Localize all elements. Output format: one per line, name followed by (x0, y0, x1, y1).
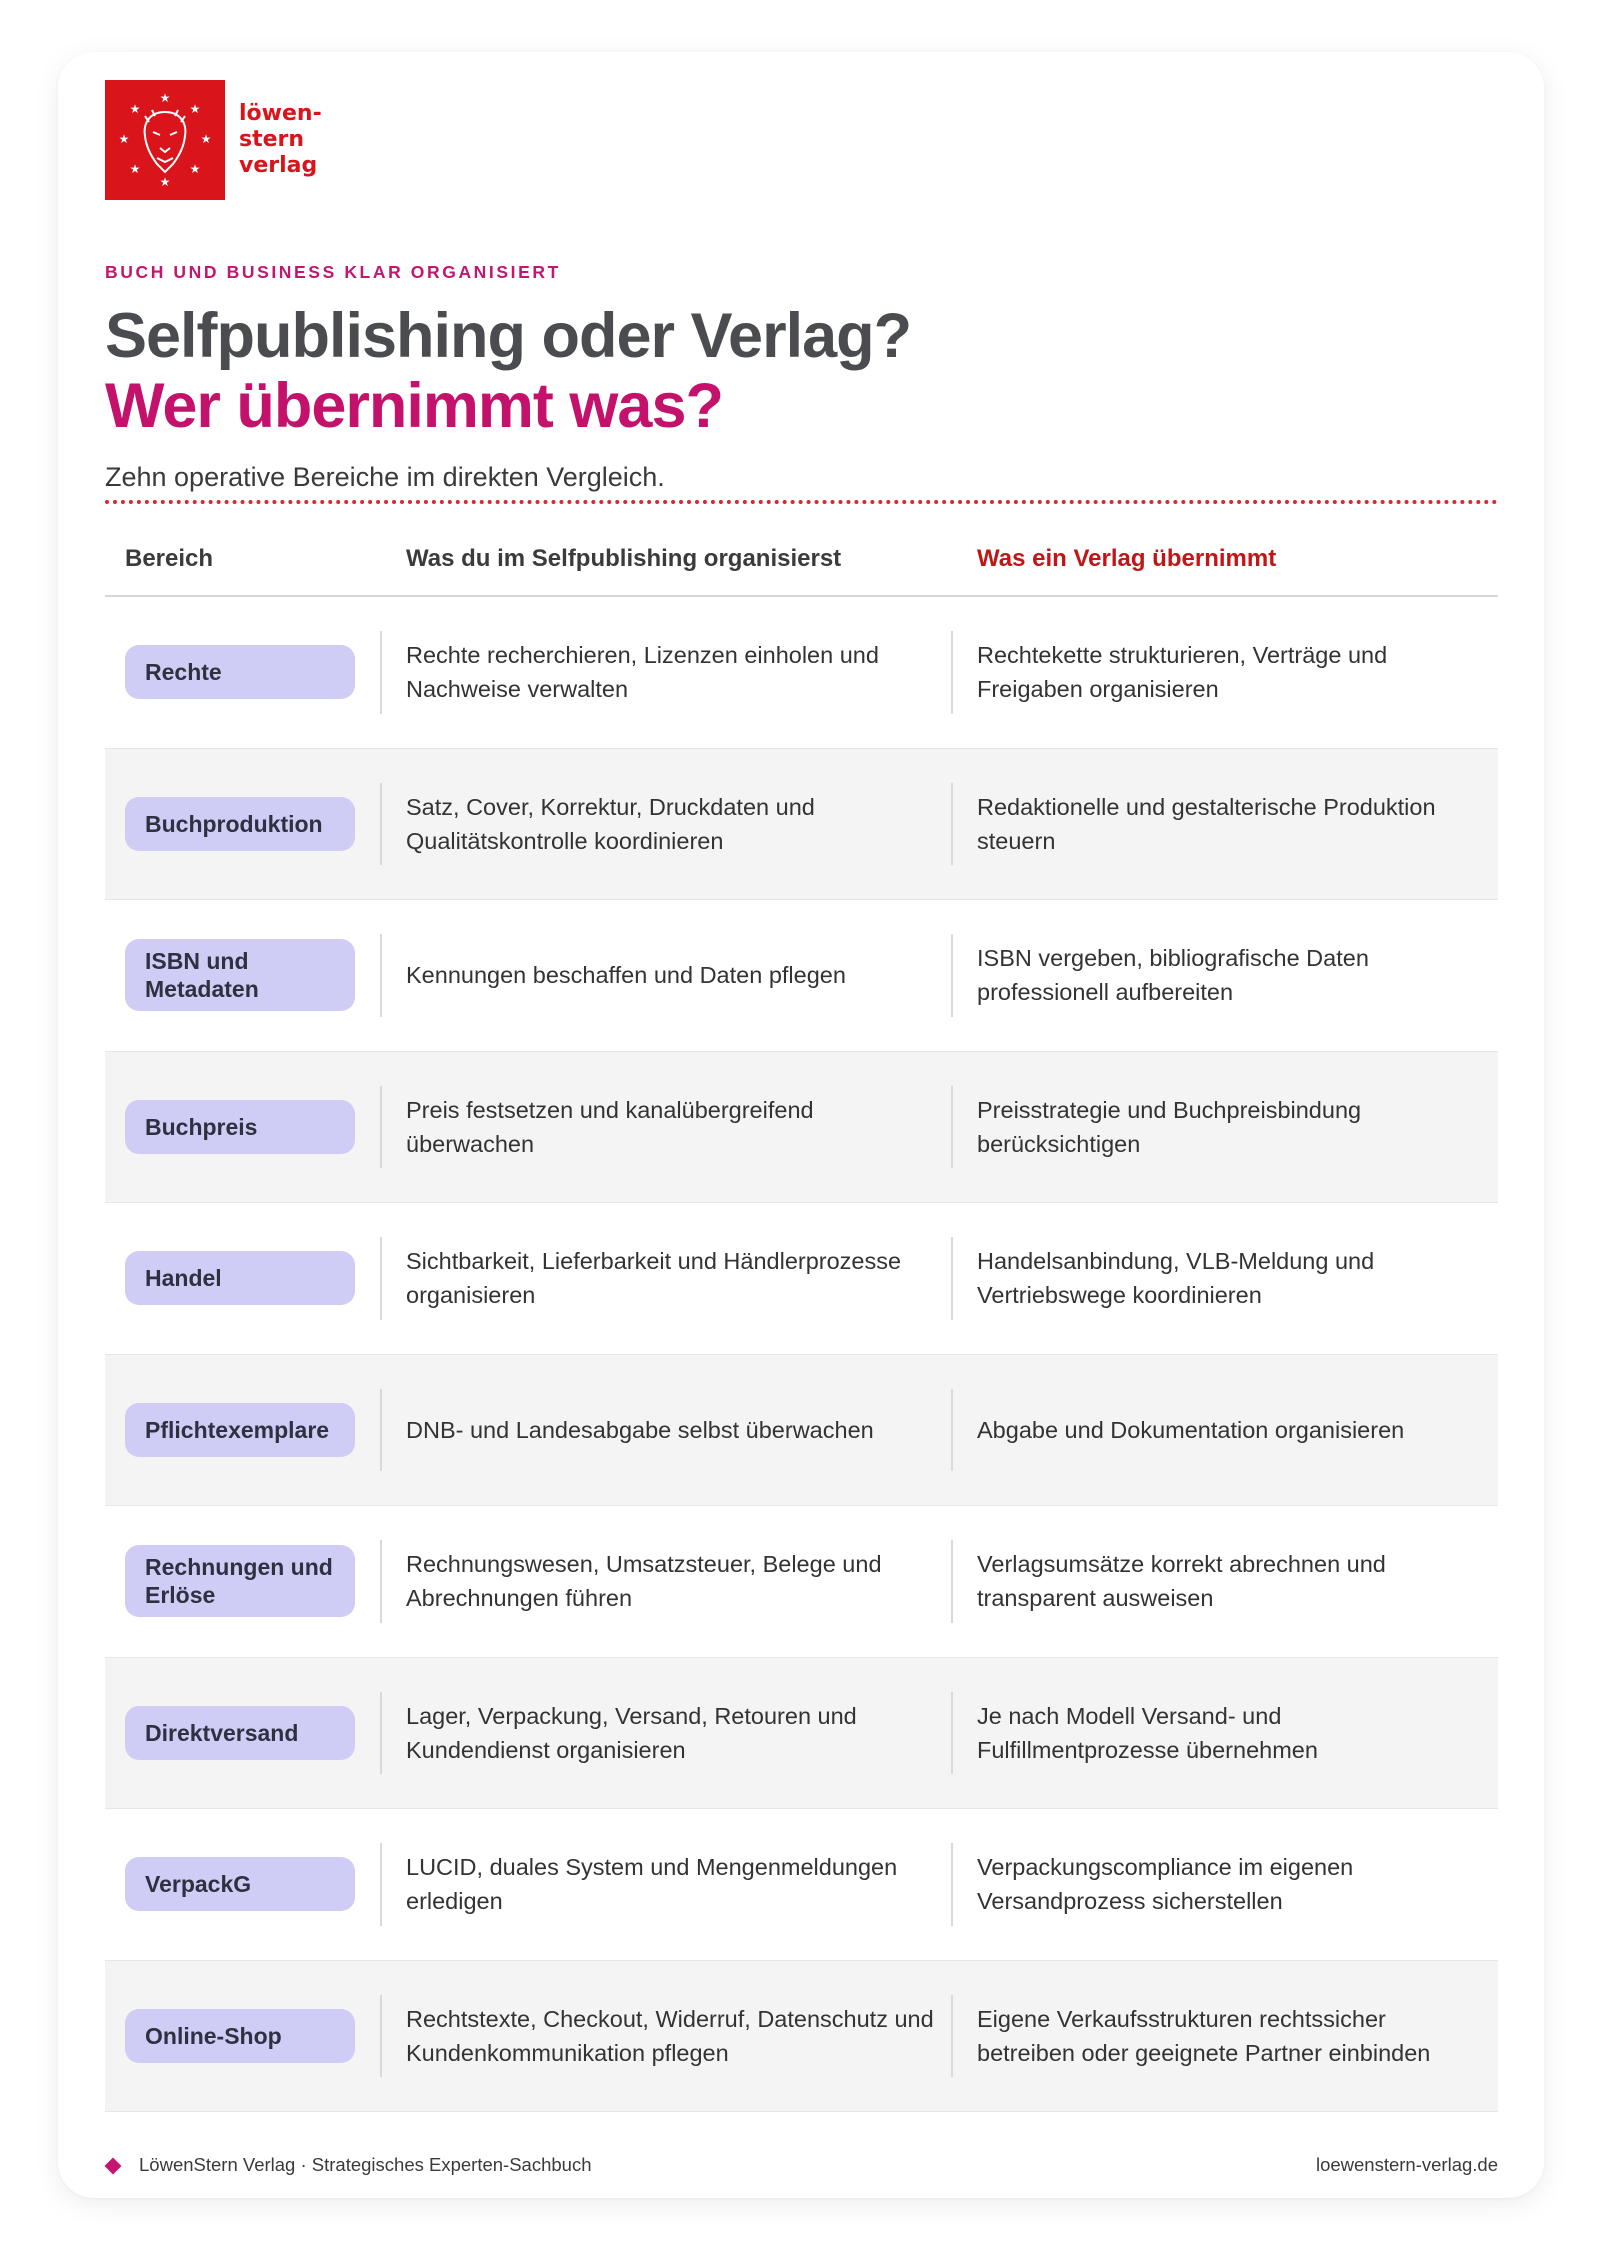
page-footer (105, 2154, 1498, 2184)
brand-wordmark (239, 101, 322, 179)
table-row (105, 1355, 1498, 1507)
column-header-area: Bereich (125, 544, 214, 572)
verlag-cell: Preisstrategie und Buchpreisbindung berücksichtigen (977, 1096, 1362, 1157)
table-row (105, 1203, 1498, 1355)
area-badge: Online-Shop (125, 2009, 355, 2063)
column-divider (380, 1843, 382, 1926)
area-badge: Handel (125, 1251, 355, 1305)
selfpublishing-cell: Satz, Cover, Korrektur, Druckdaten und Qualitätskontrolle koordinieren (406, 793, 815, 854)
selfpublishing-cell: Rechtstexte, Checkout, Widerruf, Datenschutz und Kundenkommunikation pflegen (406, 2005, 934, 2066)
area-badge: Rechte (125, 645, 355, 699)
verlag-cell: Rechtekette strukturieren, Verträge und Freigaben organisieren (977, 642, 1388, 703)
column-divider (380, 631, 382, 714)
svg-text:★: ★ (189, 102, 201, 116)
page-title-accent: Wer übernimmt was? (105, 371, 723, 441)
diamond-icon (105, 2158, 122, 2175)
brand-line: stern (239, 127, 305, 152)
column-header-selfpublishing: Was du im Selfpublishing organisierst (406, 544, 842, 572)
verlag-cell: ISBN vergeben, bibliografische Daten professionell aufbereiten (977, 945, 1369, 1006)
selfpublishing-cell: Kennungen beschaffen und Daten pflegen (406, 962, 846, 989)
column-divider (951, 1995, 953, 2078)
verlag-cell: Handelsanbindung, VLB-Meldung und Vertriebswege koordinieren (977, 1248, 1375, 1309)
area-badge: Rechnungen und Erlöse (125, 1545, 355, 1617)
table-header (105, 522, 1498, 597)
area-badge: VerpackG (125, 1857, 355, 1911)
column-divider (380, 1237, 382, 1320)
verlag-cell: Verlagsumsätze korrekt abrechnen und transparent ausweisen (977, 1551, 1386, 1612)
verlag-cell: Eigene Verkaufsstrukturen rechtssicher betreiben oder geeignete Partner einbinden (977, 2005, 1431, 2066)
column-divider (951, 1086, 953, 1169)
svg-text:★: ★ (129, 162, 141, 176)
column-divider (951, 783, 953, 866)
document-card (58, 52, 1544, 2198)
footer-website-link[interactable]: loewenstern-verlag.de (1315, 2154, 1498, 2175)
brand-logo[interactable] (105, 80, 322, 200)
svg-text:★: ★ (200, 132, 212, 146)
column-divider (951, 1389, 953, 1472)
column-divider (951, 1540, 953, 1623)
selfpublishing-cell: Preis festsetzen und kanalübergreifend überwachen (406, 1096, 814, 1157)
area-badge: Pflichtexemplare (125, 1403, 355, 1457)
column-divider (951, 934, 953, 1017)
selfpublishing-cell: LUCID, duales System und Mengenmeldungen erledigen (406, 1854, 898, 1915)
svg-text:★: ★ (159, 175, 171, 189)
selfpublishing-cell: Lager, Verpackung, Versand, Retouren und Kundendienst organisieren (406, 1702, 857, 1763)
comparison-table (105, 597, 1498, 2112)
area-badge: ISBN und Metadaten (125, 939, 355, 1011)
area-badge: Buchpreis (125, 1100, 355, 1154)
column-divider (951, 1843, 953, 1926)
table-row (105, 1658, 1498, 1810)
verlag-cell: Verpackungscompliance im eigenen Versandprozess sicherstellen (977, 1854, 1354, 1915)
table-row (105, 1506, 1498, 1658)
table-row (105, 1961, 1498, 2113)
column-divider (951, 631, 953, 714)
selfpublishing-cell: Rechte recherchieren, Lizenzen einholen und Nachweise verwalten (406, 642, 879, 703)
lion-emblem-icon (105, 80, 225, 200)
column-divider (380, 934, 382, 1017)
table-row (105, 749, 1498, 901)
column-divider (380, 783, 382, 866)
brand-line: löwen- (239, 101, 322, 126)
column-header-verlag: Was ein Verlag übernimmt (977, 544, 1277, 572)
verlag-cell: Redaktionelle und gestalterische Produktion steuern (977, 793, 1436, 854)
column-divider (951, 1237, 953, 1320)
selfpublishing-cell: Rechnungswesen, Umsatzsteuer, Belege und Abrechnungen führen (406, 1551, 882, 1612)
page-title: Selfpublishing oder Verlag? (105, 301, 912, 371)
svg-text:★: ★ (118, 132, 130, 146)
verlag-cell: Je nach Modell Versand- und Fulfillmentprozesse übernehmen (977, 1702, 1318, 1763)
column-divider (380, 1086, 382, 1169)
column-divider (380, 1389, 382, 1472)
page-subtitle: Zehn operative Bereiche im direkten Vergleich. (105, 462, 665, 492)
column-divider (380, 1692, 382, 1775)
selfpublishing-cell: Sichtbarkeit, Lieferbarkeit und Händlerprozesse organisieren (406, 1248, 902, 1309)
column-divider (380, 1540, 382, 1623)
kicker-label: BUCH UND BUSINESS KLAR ORGANISIERT (105, 262, 561, 282)
svg-text:★: ★ (159, 91, 171, 105)
verlag-cell: Abgabe und Dokumentation organisieren (977, 1416, 1405, 1443)
column-divider (951, 1692, 953, 1775)
table-row (105, 1809, 1498, 1961)
table-row (105, 597, 1498, 749)
brand-line: verlag (239, 153, 318, 178)
svg-text:★: ★ (129, 102, 141, 116)
svg-text:★: ★ (189, 162, 201, 176)
footer-publisher: LöwenStern Verlag · Strategisches Experten-Sachbuch (139, 2154, 592, 2175)
selfpublishing-cell: DNB- und Landesabgabe selbst überwachen (406, 1416, 874, 1443)
column-divider (380, 1995, 382, 2078)
table-row (105, 1052, 1498, 1204)
dotted-divider (105, 500, 1498, 504)
table-row (105, 900, 1498, 1052)
area-badge: Direktversand (125, 1706, 355, 1760)
area-badge: Buchproduktion (125, 797, 355, 851)
